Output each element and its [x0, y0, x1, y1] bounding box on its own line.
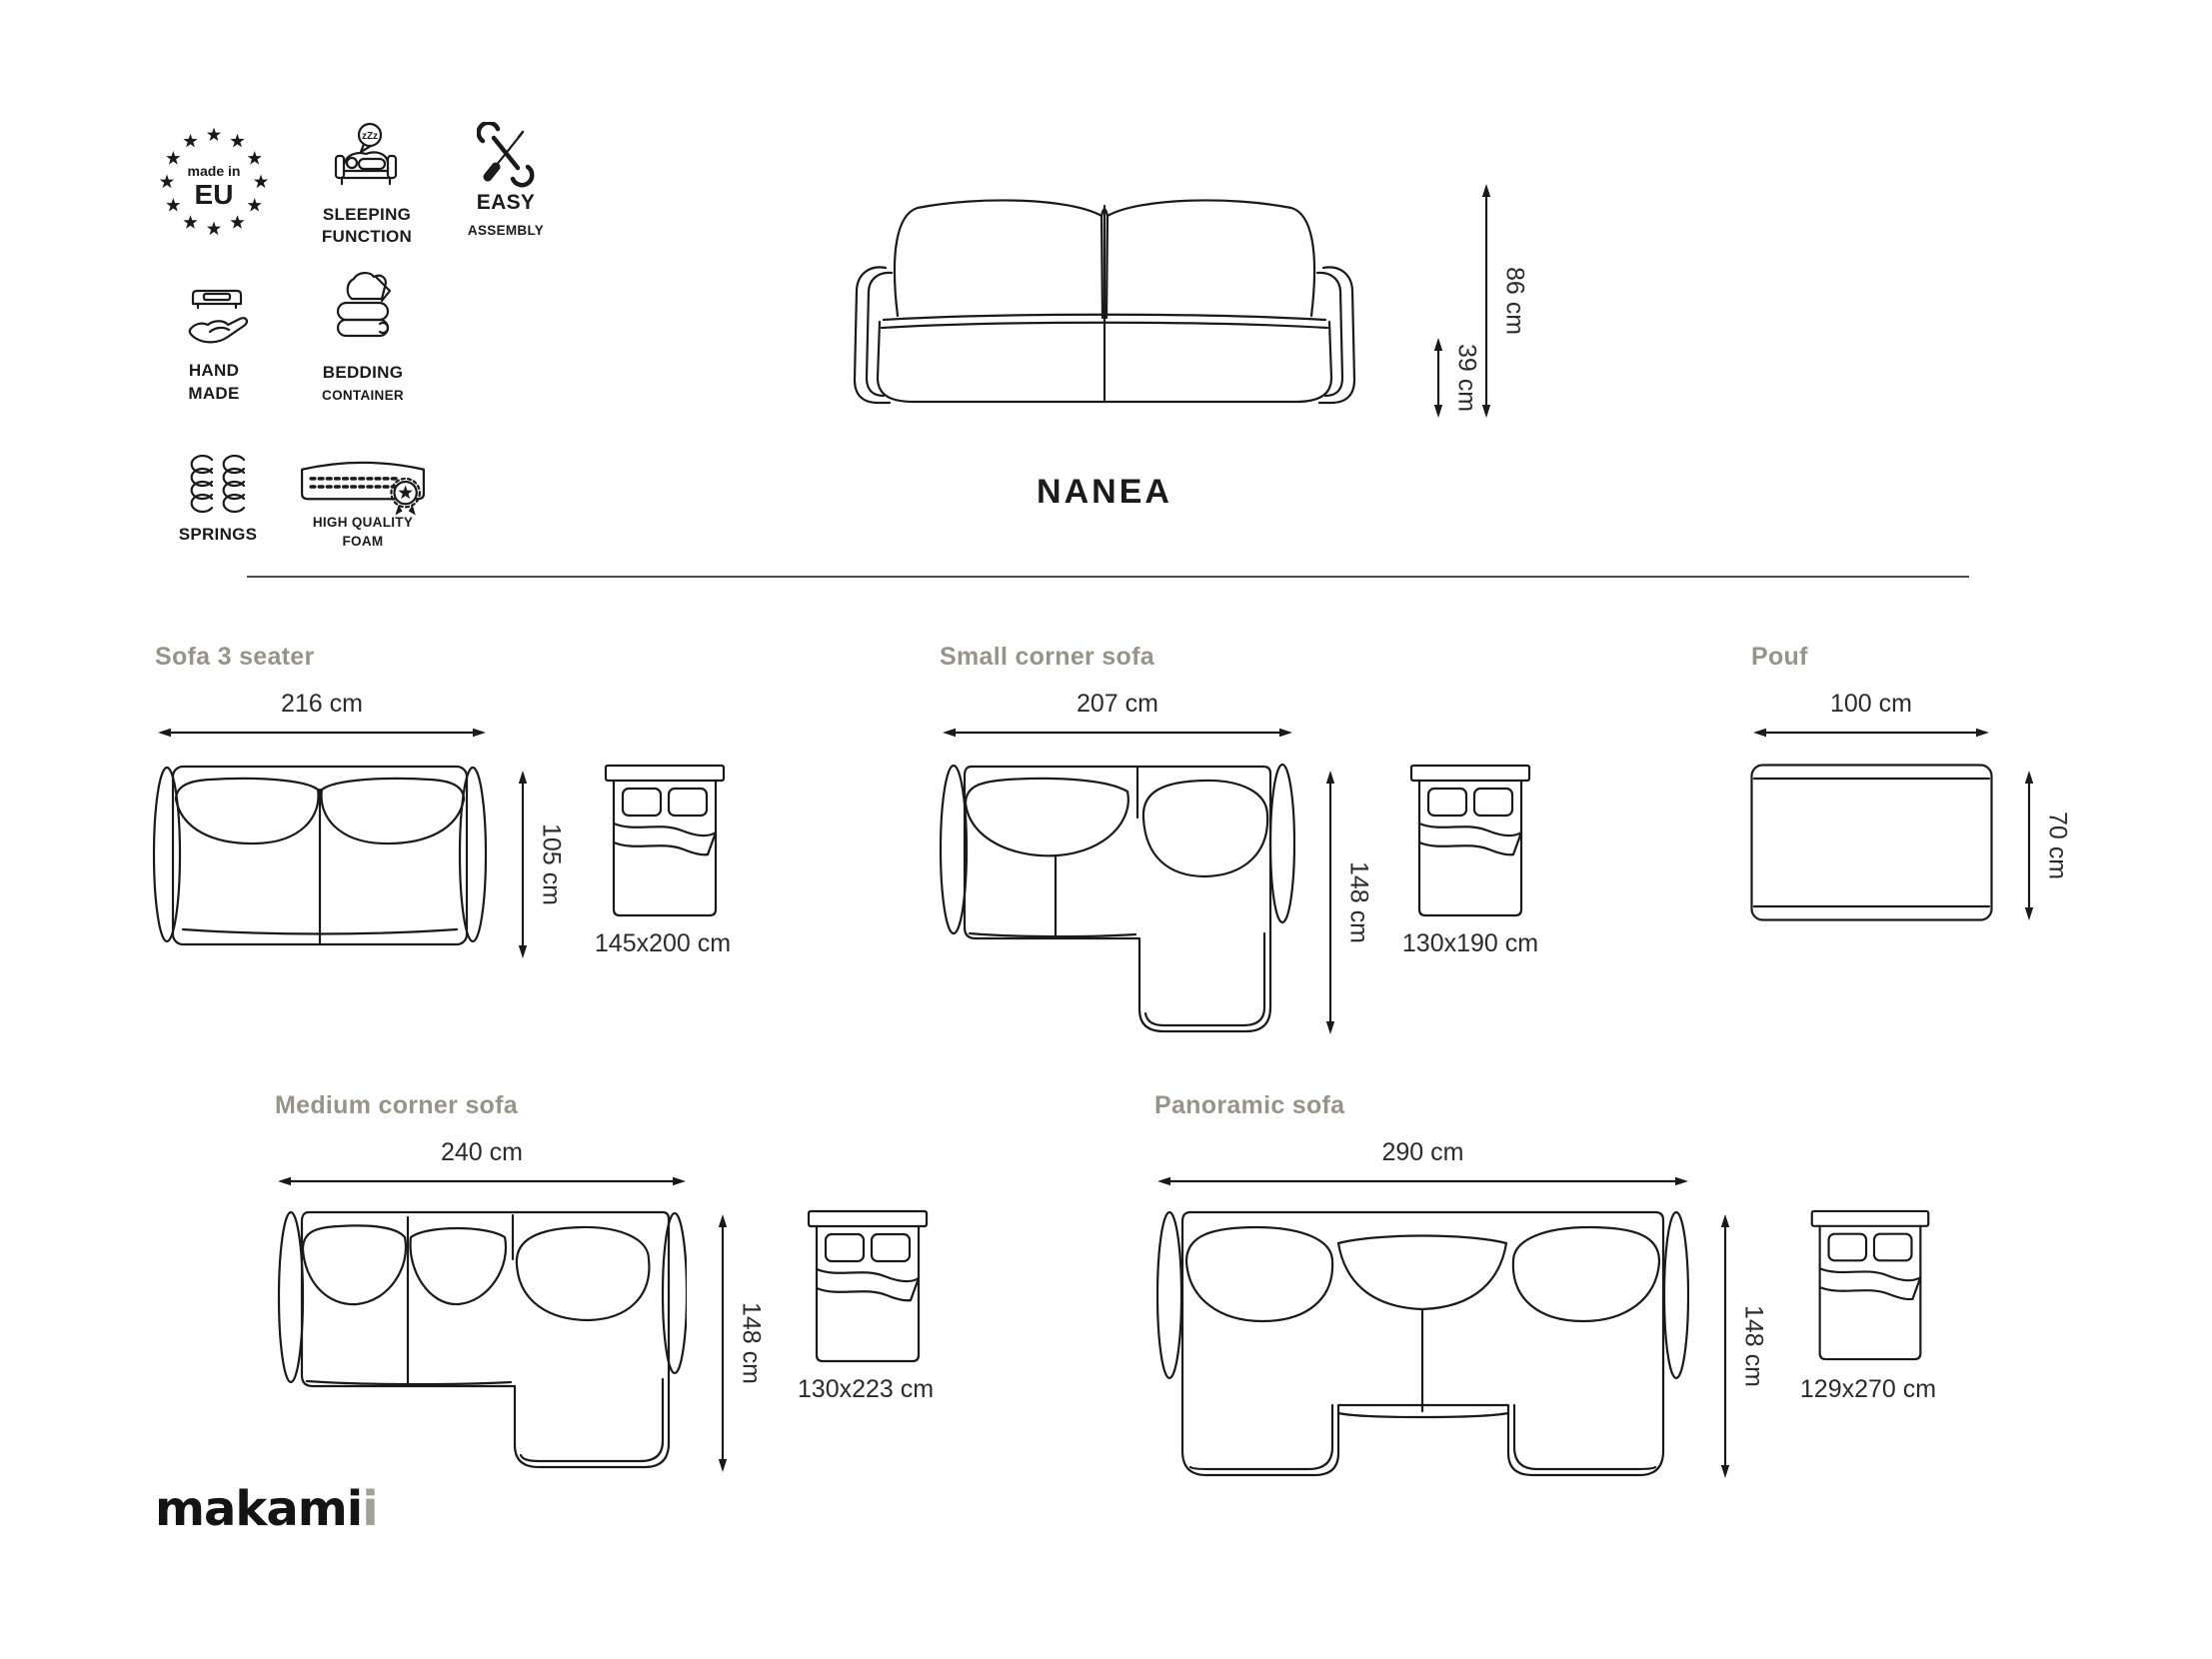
hand-made-icon: [180, 282, 254, 356]
divider-line: [247, 576, 1969, 578]
eu-label: EU: [194, 179, 234, 210]
made-label: MADE: [188, 384, 240, 403]
pouf-top-view-drawing: [1750, 764, 1993, 921]
pouf-depth-arrow: [2022, 770, 2036, 921]
sofa3-depth-label: 105 cm: [537, 824, 566, 905]
sleeping-function-label-2: FUNCTION: [321, 227, 413, 246]
small-corner-bed-size-label: 130x190 cm: [1401, 929, 1539, 957]
high-quality-label: HIGH QUALITY: [312, 515, 414, 530]
container-label: CONTAINER: [322, 388, 404, 403]
panoramic-depth-arrow: [1718, 1213, 1732, 1479]
panoramic-depth-label: 148 cm: [1739, 1305, 1768, 1387]
small-corner-depth-label: 148 cm: [1344, 861, 1373, 943]
springs-label: SPRINGS: [178, 525, 258, 544]
sofa3-top-view-drawing: [150, 764, 490, 959]
bedding-label: BEDDING: [322, 363, 404, 382]
variant-title-panoramic: Panoramic sofa: [1154, 1091, 1345, 1119]
brand-logo-main: makami: [155, 1481, 363, 1537]
sleeping-function-label-1: SLEEPING: [322, 205, 412, 224]
easy-assembly-icon: [477, 122, 535, 188]
pouf-width-label: 100 cm: [1830, 690, 1912, 718]
panoramic-width-label: 290 cm: [1381, 1138, 1464, 1166]
variant-title-medium-corner: Medium corner sofa: [275, 1091, 518, 1119]
small-corner-bed-icon: [1405, 764, 1535, 921]
small-corner-top-view-drawing: [938, 764, 1295, 1035]
small-corner-depth-arrow: [1323, 770, 1337, 1035]
total-height-arrow: [1479, 183, 1493, 419]
total-height-label: 86 cm: [1500, 266, 1529, 336]
assembly-label: ASSEMBLY: [467, 223, 545, 238]
foam-label: FOAM: [342, 534, 384, 549]
medium-corner-width-label: 240 cm: [441, 1138, 523, 1166]
medium-corner-depth-label: 148 cm: [737, 1302, 766, 1384]
variant-title-pouf: Pouf: [1751, 643, 1808, 671]
sleeping-function-icon: [333, 120, 399, 192]
brand-logo-accent: i: [362, 1481, 378, 1537]
sofa3-bed-icon: [600, 764, 730, 921]
panoramic-bed-icon: [1805, 1209, 1935, 1365]
sofa-front-view-drawing: [820, 170, 1389, 422]
springs-icon: [183, 455, 253, 517]
variant-title-small-corner: Small corner sofa: [940, 643, 1154, 671]
bedding-container-icon: [330, 268, 396, 358]
small-corner-width-arrow: [942, 726, 1293, 740]
medium-corner-bed-size-label: 130x223 cm: [797, 1375, 935, 1403]
brand-logo: [155, 1481, 378, 1537]
panoramic-width-arrow: [1156, 1174, 1689, 1188]
panoramic-bed-size-label: 129x270 cm: [1799, 1375, 1937, 1403]
seat-height-label: 39 cm: [1452, 343, 1481, 413]
sofa3-depth-arrow: [516, 770, 530, 959]
sofa3-bed-size-label: 145x200 cm: [594, 929, 732, 957]
medium-corner-bed-icon: [803, 1209, 933, 1367]
pouf-width-arrow: [1752, 726, 1990, 740]
medium-corner-top-view-drawing: [277, 1209, 687, 1473]
medium-corner-width-arrow: [277, 1174, 687, 1188]
seat-height-arrow: [1431, 337, 1445, 419]
small-corner-width-label: 207 cm: [1077, 690, 1158, 718]
product-name: NANEA: [1037, 473, 1172, 511]
made-in-eu-badge-icon: [160, 122, 268, 238]
panoramic-top-view-drawing: [1156, 1209, 1689, 1481]
made-in-label: made in: [187, 163, 241, 179]
high-quality-foam-icon: [296, 452, 430, 518]
easy-label: EASY: [476, 191, 536, 214]
medium-corner-depth-arrow: [716, 1213, 730, 1473]
variant-title-sofa3: Sofa 3 seater: [155, 643, 315, 671]
hand-label: HAND: [188, 361, 240, 380]
sofa3-width-arrow: [157, 726, 487, 740]
zzz-label: zZz: [361, 131, 379, 142]
pouf-depth-label: 70 cm: [2043, 811, 2072, 880]
sofa3-width-label: 216 cm: [281, 690, 363, 718]
